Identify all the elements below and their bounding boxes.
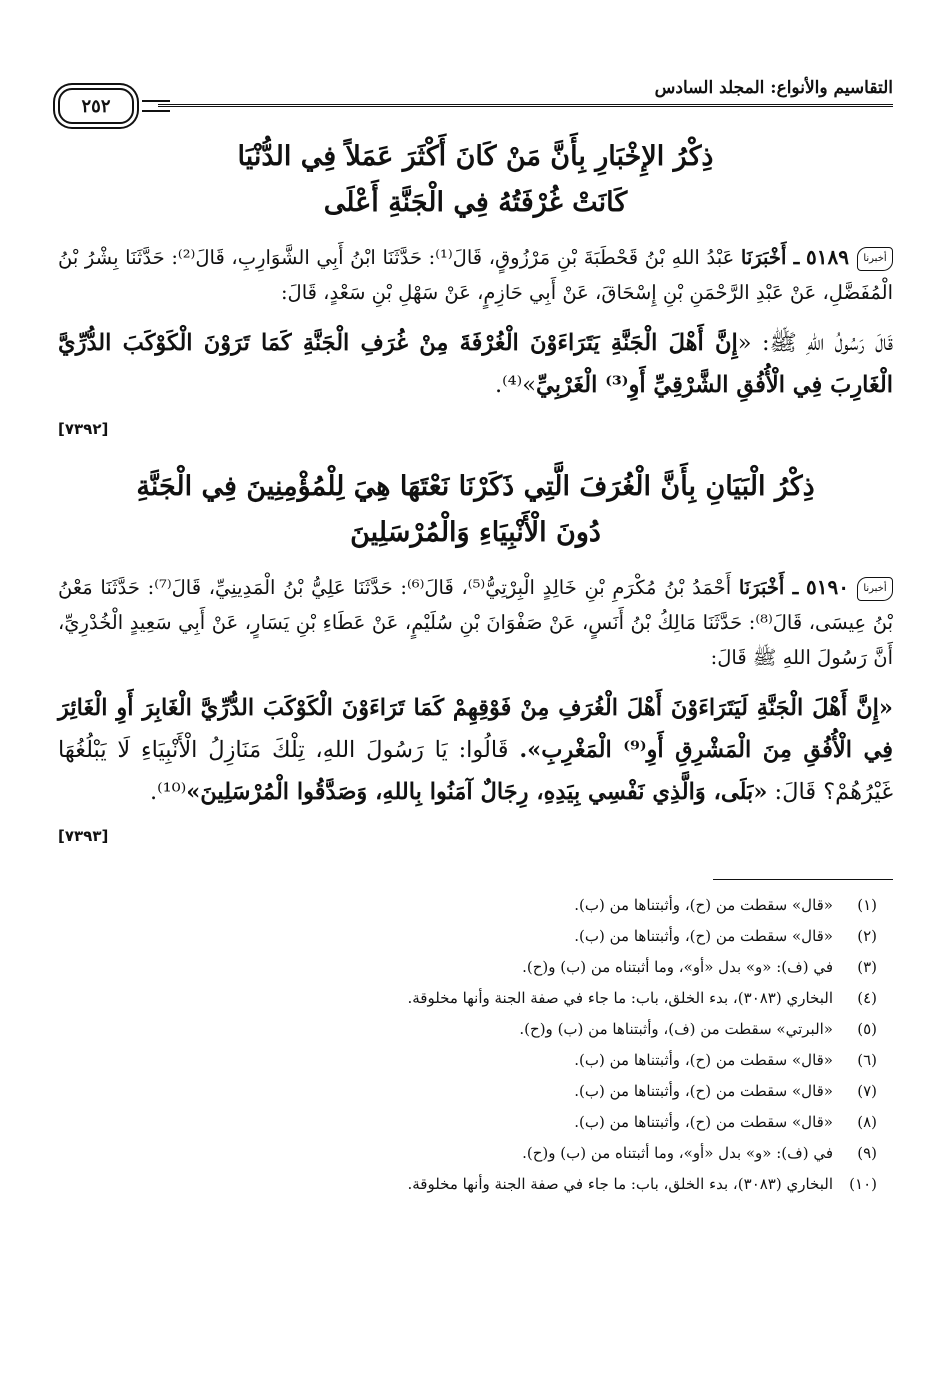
footnote-item [58, 983, 877, 1014]
hadith-question: قَالُوا: يَا رَسُولَ اللهِ، تِلْكَ مَنَازِلُ الْأَنْبِيَاءِ لَا يَبْلُغُهَا غَيْرُهُمْ؟ قَالَ: [58, 737, 893, 805]
footnote-text: «قال» سقطت من (ح)، وأثبتناها من (ب). [574, 1051, 833, 1069]
book-page [58, 70, 893, 1360]
footnote-text: «قال» سقطت من (ح)، وأثبتناها من (ب). [574, 1082, 833, 1100]
hadith-quote: «إِنَّ أَهْلَ الْجَنَّةِ لَيَتَرَاءَوْنَ أَهْلَ الْغُرَفِ مِنْ فَوْقِهِمْ كَمَا تَرَاءَوْنَ الْكَوْكَبَ الدُّرِّيَّ الْغَابِرَ أَوِ الْغَائِرَ فِي الْأُفُقِ مِنَ الْمَشْرِقِ أَوِ⁽⁹⁾ الْمَغْرِبِ». [58, 695, 894, 763]
header-rule [158, 104, 893, 107]
hadith-isnad [58, 240, 893, 310]
footnote-text: «قال» سقطت من (ح)، وأثبتناها من (ب). [574, 927, 833, 945]
footnote-text: «البرتي» سقطت من (ف)، وأثبتناها من (ب) و(ح). [519, 1020, 833, 1038]
section-heading-line: دُونَ الْأَنْبِيَاءِ وَالْمُرْسَلِينَ [350, 517, 601, 548]
page-header [58, 70, 893, 126]
footnote-item [58, 952, 877, 983]
section-heading-line: ذِكْرُ الْبَيَانِ بِأَنَّ الْغُرَفَ الَّتِي ذَكَرْنَا نَعْتَهَا هِيَ لِلْمُؤْمِنِينَ فِي الْجَنَّةِ [136, 471, 815, 502]
footnote-separator [713, 879, 893, 880]
page-number: ٢٥٢ [58, 88, 134, 124]
hadith-badge-icon: أخبرنا [857, 577, 893, 601]
hadith-text [58, 322, 893, 450]
hadith-lead: ـ أَخْبَرَنَا [738, 576, 799, 599]
footnote-number: (٧) [857, 1082, 877, 1100]
running-title: التقاسيم والأنواع: المجلد السادس [654, 78, 893, 98]
footnote-text: «قال» سقطت من (ح)، وأثبتناها من (ب). [574, 896, 833, 914]
hadith-text [58, 687, 893, 857]
hadith-chain: عَبْدُ اللهِ بْنُ قَحْطَبَةَ بْنِ مَرْزُوقٍ، قَالَ⁽¹⁾: حَدَّثَنَا ابْنُ أَبِي الشَّوَارِبِ، قَالَ⁽²⁾: حَدَّثَنَا بِشْرُ بْنُ الْمُفَضَّلِ، عَنْ عَبْدِ الرَّحْمَنِ بْنِ إِسْحَاقَ، عَنْ أَبِي حَازِمٍ، عَنْ سَهْلِ بْنِ سَعْدٍ، قَالَ: [58, 246, 893, 304]
footnote-text: «قال» سقطت من (ح)، وأثبتناها من (ب). [574, 1113, 833, 1131]
hadith-quote-end: ⁽¹⁰⁾. [149, 779, 187, 805]
hadith-number: ٥١٨٩ [806, 245, 849, 269]
hadith-intro: قَالَ رَسُولُ اللهِ ﷺ: « [737, 330, 894, 356]
footnote-item [58, 1169, 877, 1200]
hadith-answer: «بَلَى، وَالَّذِي نَفْسِي بِيَدِهِ، رِجَالٌ آمَنُوا بِاللهِ، وَصَدَّقُوا الْمُرْسَلِينَ» [186, 779, 768, 805]
header-ornament [142, 100, 170, 112]
hadith-quote: إِنَّ أَهْلَ الْجَنَّةِ يَتَرَاءَوْنَ الْغُرْفَةَ مِنْ غُرَفِ الْجَنَّةِ كَمَا تَرَوْنَ الْكَوْكَبَ الدُّرِّيَّ الْغَارِبَ فِي الْأُفُقِ الشَّرْقِيِّ أَوِ⁽³⁾ الْغَرْبِيِّ [58, 330, 893, 398]
footnote-item [58, 1107, 877, 1138]
footnote-number: (١) [857, 896, 877, 914]
footnote-number: (٨) [857, 1113, 877, 1131]
footnote-item [58, 1138, 877, 1169]
hadith-reference: [٧٣٩٢] [58, 420, 109, 438]
footnote-item [58, 921, 877, 952]
section-heading [68, 134, 883, 226]
hadith-chain: أَحْمَدُ بْنُ مُكْرَمِ بْنِ خَالِدٍ الْبِرْتِيُّ⁽⁵⁾، قَالَ⁽⁶⁾: حَدَّثَنَا عَلِيُّ بْنُ الْمَدِينِيِّ، قَالَ⁽⁷⁾: حَدَّثَنَا مَعْنُ بْنُ عِيسَى، قَالَ⁽⁸⁾: حَدَّثَنَا مَالِكُ بْنُ أَنَسٍ، عَنْ صَفْوَانَ بْنِ سُلَيْمٍ، عَنْ عَطَاءِ بْنِ يَسَارٍ، عَنْ أَبِي سَعِيدٍ الْخُدْرِيِّ، أَنَّ رَسُولَ اللهِ ﷺ قَالَ: [58, 576, 893, 669]
section-heading-line: ذِكْرُ الإِخْبَارِ بِأَنَّ مَنْ كَانَ أَكْثَرَ عَمَلاً فِي الدُّنْيَا [237, 141, 714, 172]
footnote-number: (٤) [857, 989, 877, 1007]
footnote-number: (٩) [857, 1144, 877, 1162]
section-heading-line: كَانَتْ غُرْفَتُهُ فِي الْجَنَّةِ أَعْلَى [323, 187, 628, 218]
footnote-item [58, 1076, 877, 1107]
footnote-number: (١٠) [849, 1175, 877, 1193]
footnote-text: في (ف): «و» بدل «أو»، وما أثبتناه من (ب) و(ح). [522, 1144, 833, 1162]
hadith-quote-end: »⁽⁴⁾. [494, 372, 536, 398]
hadith-reference: [٧٣٩٣] [58, 827, 109, 845]
footnote-text: البخاري (٣٠٨٣)، بدء الخلق، باب: ما جاء في صفة الجنة وأنها مخلوقة. [407, 1175, 833, 1193]
footnote-item [58, 1045, 877, 1076]
footnotes-list [58, 890, 893, 1200]
footnote-item [58, 890, 877, 921]
section-heading [68, 464, 883, 556]
hadith-lead: ـ أَخْبَرَنَا [740, 246, 800, 269]
hadith-badge-icon: أخبرنا [857, 247, 893, 271]
footnote-number: (٣) [857, 958, 877, 976]
footnote-number: (٢) [857, 927, 877, 945]
footnote-number: (٥) [857, 1020, 877, 1038]
footnote-number: (٦) [857, 1051, 877, 1069]
footnote-text: البخاري (٣٠٨٣)، بدء الخلق، باب: ما جاء في صفة الجنة وأنها مخلوقة. [407, 989, 833, 1007]
hadith-number: ٥١٩٠ [806, 575, 849, 599]
hadith-isnad [58, 570, 893, 675]
footnote-item [58, 1014, 877, 1045]
footnote-text: في (ف): «و» بدل «أو»، وما أثبتناه من (ب) و(ح). [522, 958, 833, 976]
